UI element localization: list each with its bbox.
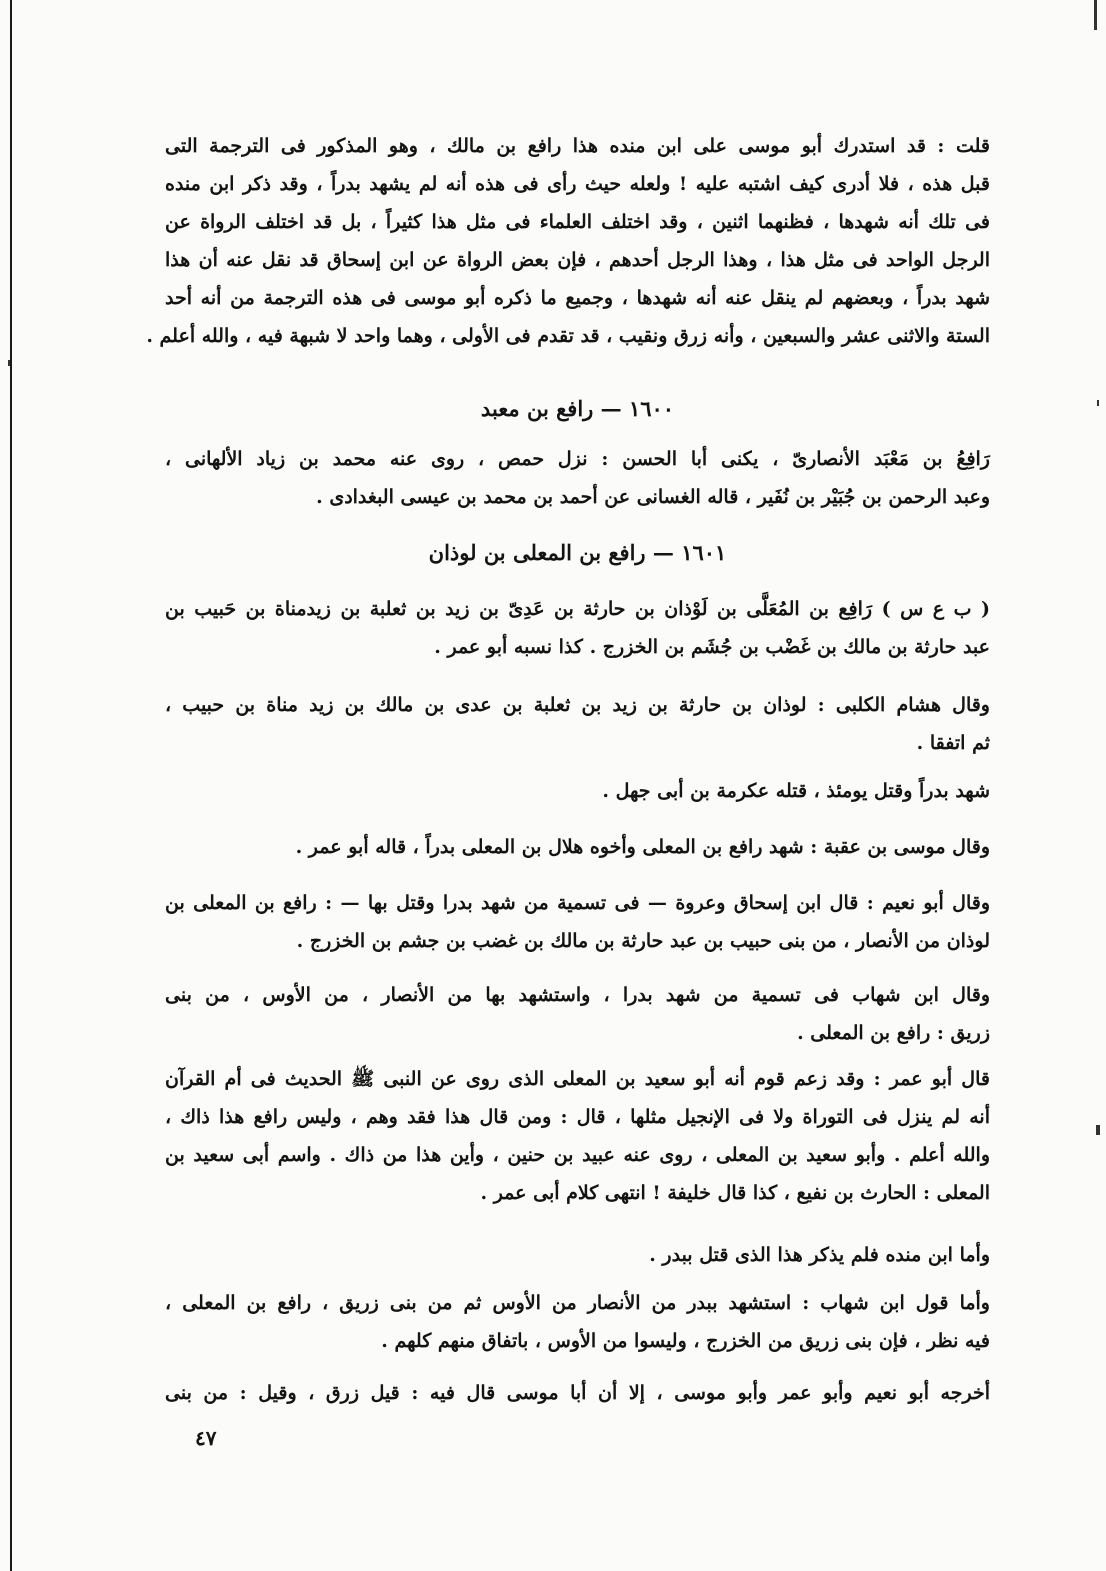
paragraph-abu-umar bbox=[165, 1060, 990, 1212]
paragraph-badr bbox=[165, 772, 990, 810]
entry-heading-1601: ١٦٠١ — رافع بن المعلى بن لوذان bbox=[428, 540, 727, 565]
text-line: فى تلك أنه شهدها ، فظنهما اثنين ، وقد اختلف العلماء فى مثل هذا كثيراً ، بل قد اختلف الرواة عن bbox=[165, 211, 990, 233]
paragraph-abu-nuaym bbox=[165, 884, 990, 960]
text-line: فيه نظر ، فإن بنى زريق من الخزرج ، وليسوا من الأوس ، باتفاق منهم كلهم . bbox=[381, 1330, 990, 1352]
text-line: وقال هشام الكلبى : لوذان بن حارثة بن زيد بن ثعلبة بن عدى بن مالك بن زيد مناة بن حبيب ، bbox=[165, 694, 990, 716]
paragraph-musa bbox=[165, 828, 990, 866]
paragraph-nazar bbox=[165, 1284, 990, 1360]
text-line: وقال ابن شهاب فى تسمية من شهد بدرا ، واستشهد بها من الأنصار ، من الأوس ، من بنى bbox=[165, 984, 990, 1006]
text-line: شهد بدراً وقتل يومئذ ، قتله عكرمة بن أبى جهل . bbox=[602, 780, 990, 802]
text-line: المعلى : الحارث بن نفيع ، كذا قال خليفة ! انتهى كلام أبى عمر . bbox=[480, 1182, 990, 1204]
text-line: وقال موسى بن عقبة : شهد رافع بن المعلى وأخوه هلال بن المعلى بدراً ، قاله أبو عمر . bbox=[295, 836, 990, 858]
text-line: الرجل الواحد فى مثل هذا ، وهذا الرجل أحدهم ، فإن بعض الرواة عن ابن إسحاق قد نقل عنه أن هذا bbox=[165, 249, 990, 271]
text-line: ( ب ع س ) رَافِع بن المُعَلَّى بن لَوْذان بن حارثة بن عَدِىّ بن زيد بن ثعلبة بن زيدمناة بن حَبيب بن bbox=[165, 598, 990, 620]
text-line: قبل هذه ، فلا أدرى كيف اشتبه عليه ! ولعله حيث رأى فى هذه أنه لم يشهد بدراً ، وقد ذكر ابن منده bbox=[165, 173, 990, 195]
paragraph-entry-1600 bbox=[165, 440, 990, 516]
text-line: أخرجه أبو نعيم وأبو عمر وأبو موسى ، إلا أن أبا موسى قال فيه : قيل زرق ، وقيل : من بنى bbox=[165, 1382, 990, 1404]
text-line: وقال أبو نعيم : قال ابن إسحاق وعروة — فى تسمية من شهد بدرا وقتل بها — : رافع بن المعلى بن bbox=[165, 892, 991, 914]
text-line: وعبد الرحمن بن جُبَيْر بن نُفَير ، قاله الغسانى عن أحمد بن محمد بن عيسى البغدادى . bbox=[316, 486, 990, 508]
text-line: الستة والاثنى عشر والسبعين ، وأنه زرق ونقيب ، قد تقدم فى الأولى ، وهما واحد لا شبهة فيه ، والله أعلم . bbox=[146, 325, 990, 347]
text-line: والله أعلم . وأبو سعيد بن المعلى ، روى عنه عبيد بن حنين ، وأين هذا من ذاك . واسم أبى سعيد بن bbox=[165, 1144, 990, 1166]
scan-mark bbox=[1094, 0, 1097, 30]
text-line: شهد بدراً ، وبعضهم لم ينقل عنه أنه شهدها ، وجميع ما ذكره أبو موسى فى هذه الترجمة من أنه أحد bbox=[165, 287, 990, 309]
text-line: وأما قول ابن شهاب : استشهد ببدر من الأنصار من الأوس ثم من بنى زريق ، رافع بن المعلى ، bbox=[165, 1292, 990, 1314]
entry-heading-1600: ١٦٠٠ — رافع بن معبد bbox=[480, 396, 675, 421]
text-line: أنه لم ينزل فى التوراة ولا فى الإنجيل مثلها ، قال : ومن قال هذا فقد وهم ، وليس رافع هذا ذاك ، bbox=[165, 1106, 990, 1128]
scan-mark bbox=[1097, 400, 1099, 406]
text-line: قلت : قد استدرك أبو موسى على ابن منده هذا رافع بن مالك ، وهو المذكور فى الترجمة التى bbox=[165, 135, 990, 157]
scan-mark bbox=[1096, 1125, 1100, 1135]
text-line: وأما ابن منده فلم يذكر هذا الذى قتل ببدر . bbox=[649, 1244, 990, 1266]
text-line: قال أبو عمر : وقد زعم قوم أنه أبو سعيد بن المعلى الذى روى عن النبى ﷺ الحديث فى أم القرآن bbox=[165, 1068, 990, 1090]
text-line: لوذان من الأنصار ، من بنى حبيب بن عبد حارثة بن مالك بن غضب بن جشم بن الخزرج . bbox=[296, 930, 990, 952]
paragraph-ibn-shihab bbox=[165, 976, 990, 1052]
paragraph-ibn-mandah bbox=[165, 1236, 990, 1274]
paragraph-commentary bbox=[146, 127, 990, 355]
text-line: عبد حارثة بن مالك بن غَضْب بن جُشَم بن الخزرج . كذا نسبه أبو عمر . bbox=[434, 636, 990, 658]
scan-edge-line bbox=[10, 0, 12, 1571]
page-number: ٤٧ bbox=[195, 1426, 217, 1450]
scan-mark bbox=[8, 360, 10, 366]
text-line: رَافِعُ بن مَعْبَد الأنصارىّ ، يكنى أبا الحسن : نزل حمص ، روى عنه محمد بن زياد الألهانى ، bbox=[165, 448, 990, 470]
paragraph-lineage bbox=[165, 590, 990, 666]
text-line: زريق : رافع بن المعلى . bbox=[797, 1022, 990, 1044]
paragraph-hisham bbox=[165, 686, 990, 762]
paragraph-takhrij bbox=[165, 1374, 990, 1412]
text-line: ثم اتفقا . bbox=[916, 732, 990, 754]
